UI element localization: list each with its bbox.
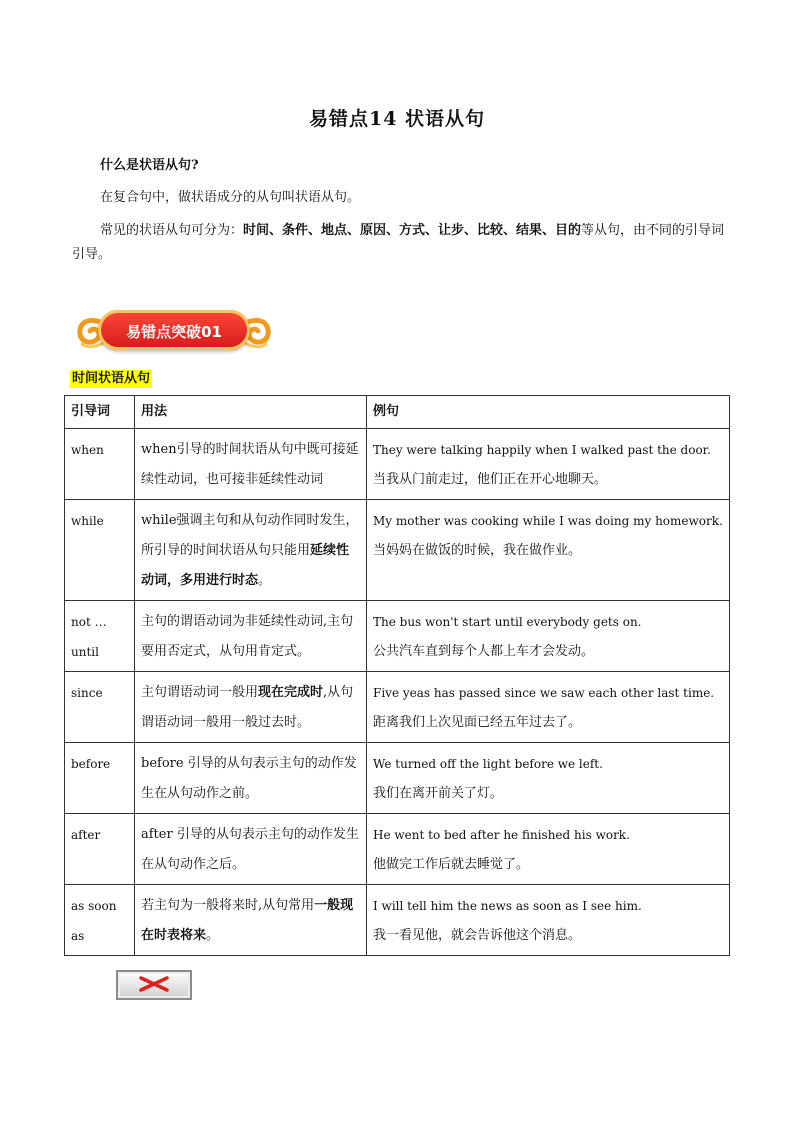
row-usage (135, 672, 367, 743)
usage-tail: 。 (258, 573, 272, 588)
section-banner (74, 306, 274, 356)
header-word: 引导词 (65, 396, 135, 429)
banner-label: 易错点突破01 (126, 323, 222, 341)
usage-tail: 。 (206, 928, 220, 943)
close-button[interactable] (116, 970, 192, 1000)
banner-pill (98, 310, 250, 350)
row-word: not … until (65, 601, 135, 672)
usage-text: before 引导的从句表示主句的动作发生在从句动作之前。 (141, 756, 357, 801)
table-row (65, 601, 730, 672)
row-word: after (65, 814, 135, 885)
row-example (367, 672, 730, 743)
row-example (367, 500, 730, 601)
row-example (367, 601, 730, 672)
table-row (65, 672, 730, 743)
usage-text: while强调主句和从句动作同时发生，所引导的时间状语从句只能用 (141, 513, 359, 558)
row-example (367, 885, 730, 956)
usage-emphasis: 延续性动词，多用进行时态 (141, 543, 350, 588)
table-row (65, 429, 730, 500)
example-chinese: 我们在离开前关了灯。 (373, 786, 504, 801)
row-usage (135, 601, 367, 672)
row-usage (135, 743, 367, 814)
usage-text: 主句的谓语动词为非延续性动词,主句要用否定式，从句用肯定式。 (141, 614, 354, 659)
example-chinese: 公共汽车直到每个人都上车才会发动。 (373, 644, 595, 659)
usage-tail: ,从句谓语动词一般用一般过去时。 (141, 685, 354, 730)
header-usage: 用法 (135, 396, 367, 429)
row-usage (135, 885, 367, 956)
intro-question: 什么是状语从句? (100, 158, 199, 173)
table-row (65, 885, 730, 956)
row-example (367, 429, 730, 500)
row-usage (135, 429, 367, 500)
types-prefix: 常见的状语从句可分为： (100, 223, 244, 238)
table-row (65, 743, 730, 814)
row-usage (135, 814, 367, 885)
example-chinese: 当我从门前走过，他们正在开心地聊天。 (373, 472, 608, 487)
example-chinese: 当妈妈在做饭的时候，我在做作业。 (373, 543, 582, 558)
intro-types (72, 219, 726, 267)
types-list: 时间、条件、地点、原因、方式、让步、比较、结果、目的 (243, 223, 582, 238)
row-word: while (65, 500, 135, 601)
example-english: He went to bed after he finished his work. (373, 828, 630, 842)
example-chinese: 距离我们上次见面已经五年过去了。 (373, 715, 582, 730)
usage-emphasis: 现在完成时 (258, 685, 324, 700)
table-header-row (65, 396, 730, 429)
conjunction-table (64, 395, 730, 956)
row-word: as soon as (65, 885, 135, 956)
table-row (65, 814, 730, 885)
close-icon (138, 976, 170, 992)
header-example: 例句 (367, 396, 730, 429)
example-english: The bus won't start until everybody gets on. (373, 615, 642, 629)
row-example (367, 743, 730, 814)
page-title: 易错点14 状语从句 (308, 108, 486, 130)
example-chinese: 他做完工作后就去睡觉了。 (373, 857, 530, 872)
row-word: when (65, 429, 135, 500)
table-row (65, 500, 730, 601)
example-chinese: 我一看见他，就会告诉他这个消息。 (373, 928, 582, 943)
row-word: since (65, 672, 135, 743)
usage-emphasis: 一般现在时表将来 (141, 898, 354, 943)
row-usage (135, 500, 367, 601)
row-example (367, 814, 730, 885)
usage-text: 若主句为一般将来时,从句常用 (141, 898, 315, 913)
usage-text: 主句谓语动词一般用 (141, 685, 259, 700)
example-english: They were talking happily when I walked past the door. (373, 443, 711, 457)
types-suffix: 等从句，由不同的引导词引导。 (72, 223, 725, 262)
usage-text: after 引导的从句表示主句的动作发生在从句动作之后。 (141, 827, 359, 872)
section-title: 时间状语从句 (72, 371, 151, 386)
row-word: before (65, 743, 135, 814)
example-english: Five yeas has passed since we saw each other last time. (373, 686, 715, 700)
intro-definition: 在复合句中，做状语成分的从句叫状语从句。 (100, 190, 361, 205)
example-english: My mother was cooking while I was doing my homework. (373, 514, 723, 528)
example-english: We turned off the light before we left. (373, 757, 603, 771)
usage-text: when引导的时间状语从句中既可接延续性动词，也可接非延续性动词 (141, 442, 359, 487)
example-english: I will tell him the news as soon as I see him. (373, 899, 642, 913)
